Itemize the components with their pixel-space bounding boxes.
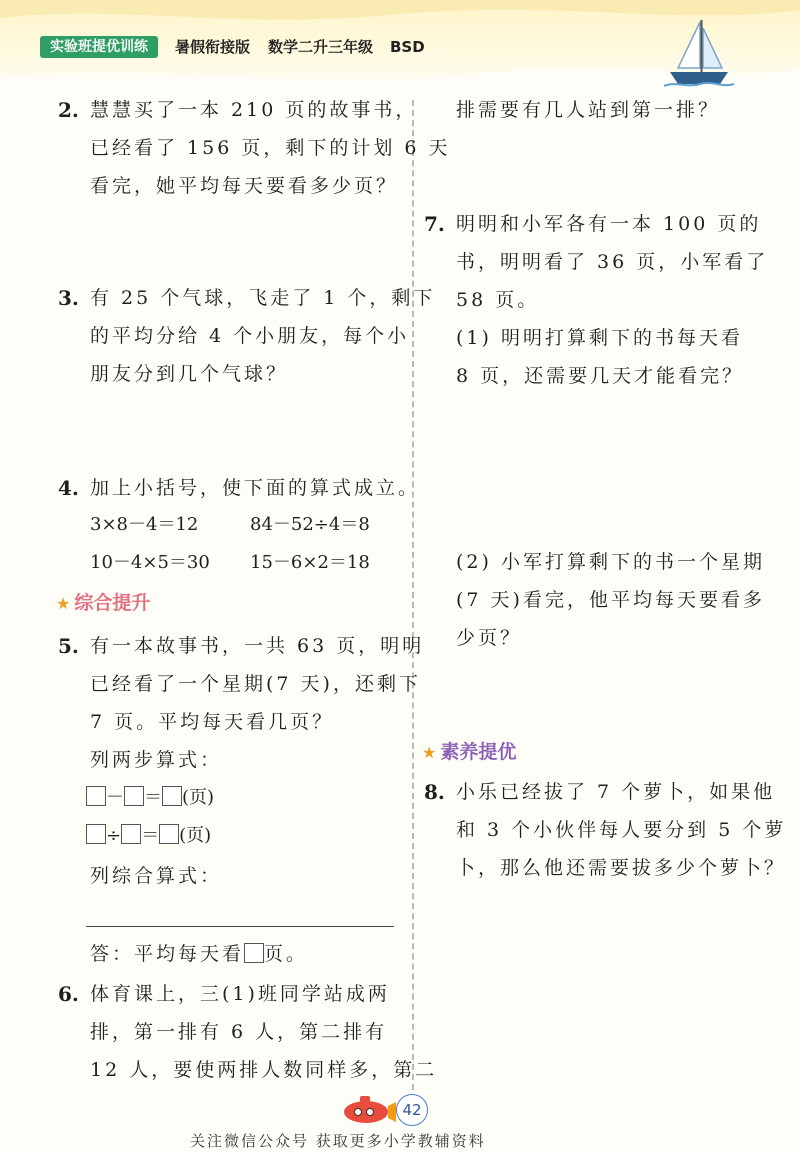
answer-box[interactable]	[162, 786, 182, 806]
sub-question-text: (1) 明明打算剩下的书每天看	[456, 327, 743, 349]
equation: 10－4×5＝30	[90, 552, 210, 573]
question-text: 的平均分给 4 个小朋友，每个小	[90, 325, 410, 347]
question-number: 6.	[58, 982, 79, 1006]
two-step-equation-1: － ＝ (页)	[86, 784, 214, 812]
subject-label: 数学二升三年级	[268, 38, 374, 56]
sailboat-icon	[664, 18, 734, 88]
question-text: 7 页。平均每天看几页？	[90, 711, 335, 733]
answer-box[interactable]	[86, 786, 106, 806]
answer-line[interactable]	[86, 926, 394, 927]
equation: 3×8－4＝12	[90, 514, 199, 535]
edition-label: BSD	[390, 38, 425, 56]
answer-box[interactable]	[86, 824, 106, 844]
question-text: 有一本故事书，一共 63 页，明明	[90, 635, 425, 657]
star-icon: ★	[56, 594, 71, 613]
question-number: 2.	[58, 98, 79, 122]
equation: 15－6×2＝18	[250, 552, 370, 573]
question-number: 7.	[424, 212, 445, 236]
section-heading	[422, 738, 516, 767]
question-text: 排，第一排有 6 人，第二排有	[90, 1021, 388, 1043]
question-text: 看完，她平均每天要看多少页？	[90, 175, 399, 197]
answer-box[interactable]	[124, 786, 144, 806]
question-number: 3.	[58, 286, 79, 310]
sub-question-text: (7 天)看完，他平均每天要看多	[456, 589, 765, 611]
answer-box[interactable]	[121, 824, 141, 844]
question-text: 有 25 个气球，飞走了 1 个，剩下	[90, 287, 436, 309]
question-text: 书，明明看了 36 页，小军看了	[456, 251, 769, 273]
sub-question-text: 少页？	[456, 627, 523, 649]
answer-box[interactable]	[159, 824, 179, 844]
question-text-continued: 排需要有几人站到第一排？	[456, 99, 721, 121]
sub-question-text: 8 页，还需要几天才能看完？	[456, 365, 745, 387]
two-step-label: 列两步算式：	[90, 749, 223, 771]
page-number: 42	[396, 1094, 428, 1126]
question-text: 12 人，要使两排人数同样多，第二	[90, 1059, 438, 1081]
question-text: 体育课上，三(1)班同学站成两	[90, 983, 390, 1005]
page-header	[0, 0, 800, 90]
star-icon: ★	[422, 743, 437, 762]
question-text: 已经看了 156 页，剩下的计划 6 天	[90, 137, 451, 159]
combined-label: 列综合算式：	[90, 865, 223, 887]
section-heading	[56, 589, 150, 618]
question-number: 4.	[58, 476, 79, 500]
question-number: 5.	[58, 634, 79, 658]
question-text: 和 3 个小伙伴每人要分到 5 个萝	[456, 819, 787, 841]
section-title: 素养提优	[440, 741, 517, 763]
question-text: 58 页。	[456, 289, 540, 311]
answer-box[interactable]	[244, 943, 264, 963]
section-title: 综合提升	[74, 592, 151, 614]
two-step-equation-2: ÷ ＝ (页)	[86, 822, 211, 850]
question-text: 朋友分到几个气球？	[90, 363, 289, 385]
question-text: 已经看了一个星期(7 天)，还剩下	[90, 673, 421, 695]
brand-label: 实验班提优训练	[40, 36, 158, 58]
question-text: 卜，那么他还需要拔多少个萝卜？	[456, 857, 787, 879]
question-text: 小乐已经拔了 7 个萝卜，如果他	[456, 781, 776, 803]
series-label: 暑假衔接版	[175, 38, 251, 56]
question-text: 明明和小军各有一本 100 页的	[456, 213, 762, 235]
sub-question-text: (2) 小军打算剩下的书一个星期	[456, 551, 765, 573]
answer-sentence: 答：平均每天看 页。	[90, 943, 309, 965]
column-divider	[412, 100, 414, 1090]
question-number: 8.	[424, 780, 445, 804]
question-text: 加上小括号，使下面的算式成立。	[90, 477, 421, 499]
question-text: 慧慧买了一本 210 页的故事书，	[90, 99, 418, 121]
submarine-icon	[340, 1088, 400, 1128]
footer-note: 关注微信公众号 获取更多小学教辅资料	[190, 1132, 486, 1150]
equation: 84－52÷4＝8	[250, 514, 370, 535]
